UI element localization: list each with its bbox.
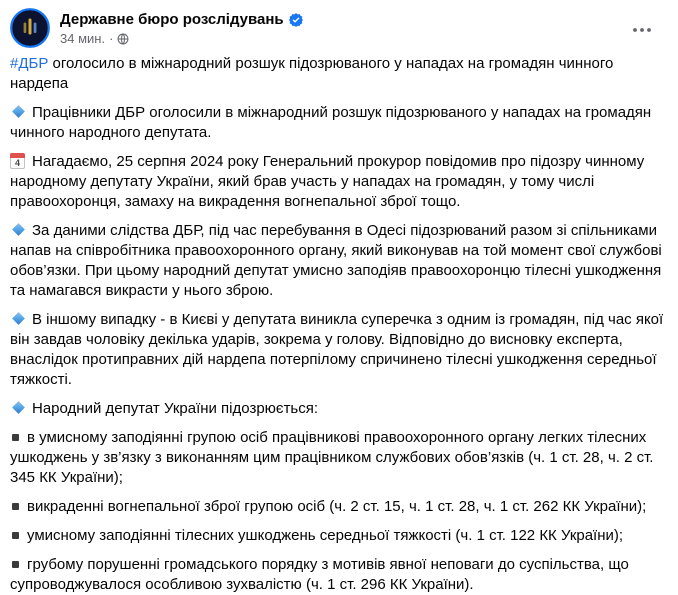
post-paragraph xyxy=(10,152,664,212)
post-list-item xyxy=(10,555,664,595)
verified-badge-icon xyxy=(289,13,303,27)
page-avatar[interactable] xyxy=(10,8,50,48)
post-options-button[interactable] xyxy=(626,14,658,44)
blue-diamond-icon xyxy=(12,312,25,325)
paragraph-text: В іншому випадку - в Києві у депутата виникла суперечка з одним із громадян, під час якої він завдав чоловіку декілька ударів, зокрема у голову. Відповідно до висновку експерта, внаслідок протиправних дій нардепа потерпілому спричинено тілесні ушкодження середньої тяжкості. xyxy=(10,311,664,388)
post-paragraph xyxy=(10,399,664,419)
post-header xyxy=(0,0,678,50)
black-square-bullet-icon xyxy=(12,434,19,441)
ellipsis-icon xyxy=(632,27,652,33)
blue-diamond-icon xyxy=(12,401,25,414)
timestamp[interactable]: 34 мин. xyxy=(60,31,106,46)
black-square-bullet-icon xyxy=(12,532,19,539)
dbr-logo-icon xyxy=(10,8,50,48)
black-square-bullet-icon xyxy=(12,503,19,510)
calendar-icon-day: 4 xyxy=(14,158,20,168)
paragraph-text: Нагадаємо, 25 серпня 2024 року Генеральний прокурор повідомив про підозру чинному народному депутату України, який брав участь у нападах на громадян, у тому числі правоохоронця, замаху на викрадення вогнепальної зброї тощо. xyxy=(10,153,645,210)
list-item-text: в умисному заподіянні групою осіб працівникові правоохоронного органу легких тілесних ушкоджень у зв’язку з виконанням цим працівником службових обов’язків (ч. 1 ст. 28, ч. 2 ст. 345 КК України); xyxy=(10,429,654,486)
paragraph-text: Працівники ДБР оголосили в міжнародний розшук підозрюваного у нападах на громадян чинного народного депутата. xyxy=(10,104,652,141)
page-name[interactable]: Державне бюро розслідувань xyxy=(60,11,284,28)
post-paragraph xyxy=(10,310,664,390)
list-item-text: викраденні вогнепальної зброї групою осіб (ч. 2 ст. 15, ч. 1 ст. 28, ч. 1 ст. 262 КК України); xyxy=(27,498,647,515)
blue-diamond-icon xyxy=(12,105,25,118)
post-content xyxy=(0,50,678,595)
globe-icon xyxy=(117,33,129,45)
list-item-text: грубому порушенні громадського порядку з мотивів явної неповаги до суспільства, що супроводжувалося особливою зухвалістю (ч. 1 ст. 296 КК України). xyxy=(10,556,629,593)
list-item-text: умисному заподіянні тілесних ушкоджень середньої тяжкості (ч. 1 ст. 122 КК України); xyxy=(27,527,624,544)
post-paragraph xyxy=(10,221,664,301)
paragraph-text: За даними слідства ДБР, під час перебування в Одесі підозрюваний разом зі спільниками напав на співробітника правоохоронного органу, який виконував на той момент свої службові обов’язки. При цьому народний депутат умисно заподіяв правоохоронцю тілесні ушкодження та намагався викрасти у нього зброю. xyxy=(10,222,662,299)
post-list-item xyxy=(10,526,664,546)
paragraph-text: оголосило в міжнародний розшук підозрюваного у нападах на громадян чинного нардепа xyxy=(10,55,614,92)
post-paragraph xyxy=(10,54,664,94)
meta-separator: · xyxy=(109,31,114,46)
calendar-icon xyxy=(10,153,25,169)
post-meta-row xyxy=(60,31,666,47)
name-row xyxy=(60,10,666,29)
post-list-item xyxy=(10,428,664,488)
post-paragraph xyxy=(10,103,664,143)
blue-diamond-icon xyxy=(12,223,25,236)
paragraph-text: Народний депутат України підозрюється: xyxy=(32,400,319,417)
hashtag-link[interactable]: #ДБР xyxy=(10,55,49,72)
header-meta xyxy=(60,8,666,47)
post-list-item xyxy=(10,497,664,517)
